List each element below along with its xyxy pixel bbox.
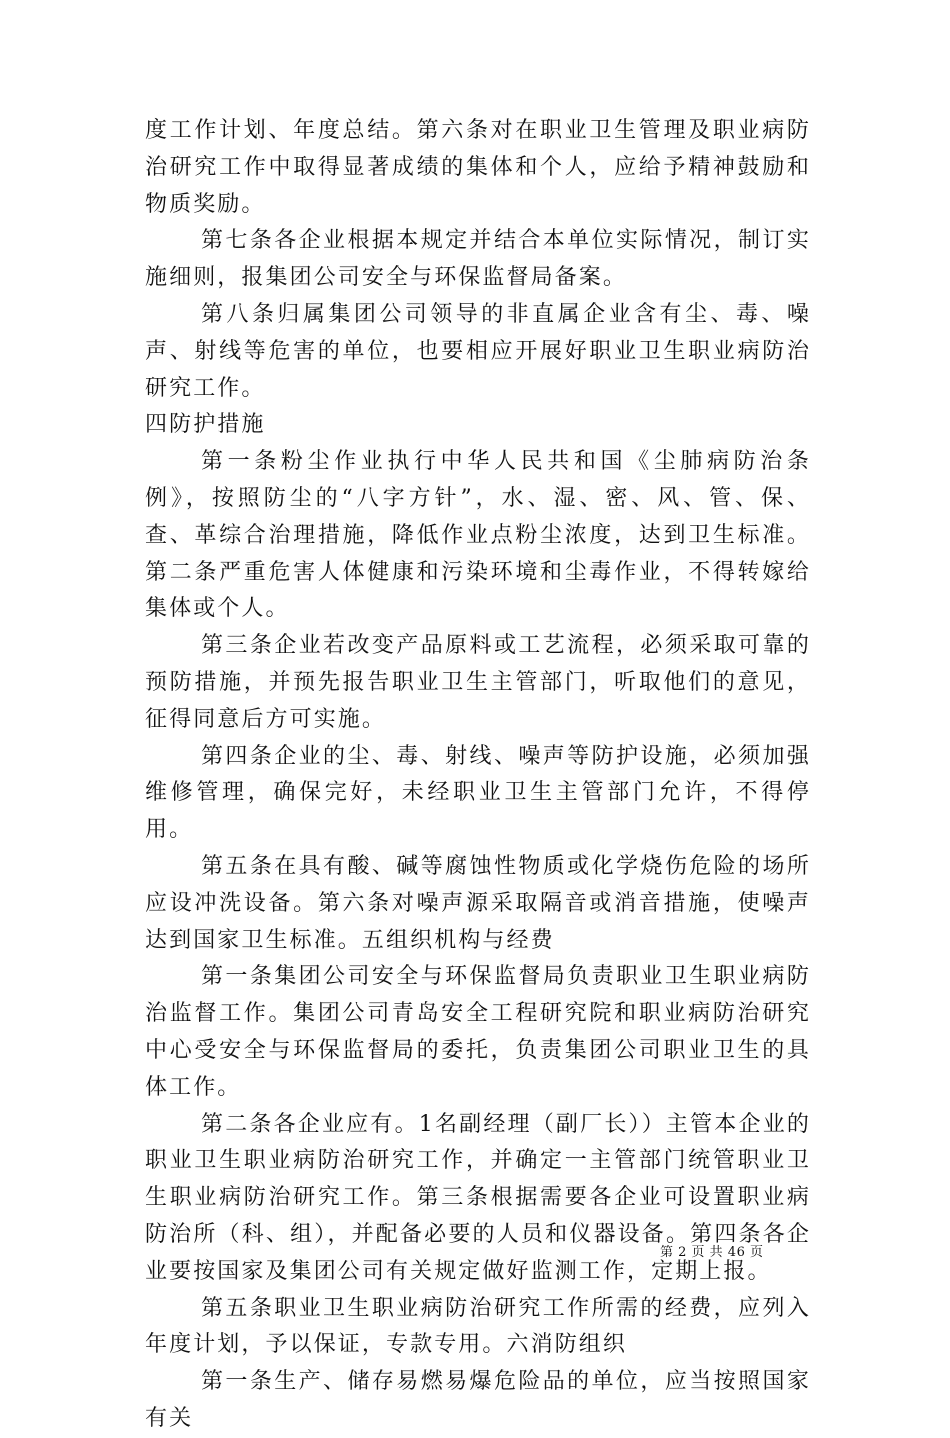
paragraph-12: 第一条生产、储存易燃易爆危险品的单位，应当按照国家有关 xyxy=(145,1369,811,1431)
paragraph-9: 第一条集团公司安全与环保监督局负责职业卫生职业病防治监督工作。集团公司青岛安全工程研究院和职业病防治研究中心受安全与环保监督局的委托，负责集团公司职业卫生的具体工作。 xyxy=(145,964,811,1100)
paragraph-1: 度工作计划、年度总结。第六条对在职业卫生管理及职业病防治研究工作中取得显著成绩的集体和个人，应给予精神鼓励和物质奖励。 xyxy=(145,118,811,217)
section-heading-4: 四防护措施 xyxy=(145,412,266,438)
document-body xyxy=(145,113,811,1438)
paragraph-6: 第三条企业若改变产品原料或工艺流程，必须采取可靠的预防措施，并预先报告职业卫生主管部门，听取他们的意见，征得同意后方可实施。 xyxy=(145,633,811,732)
paragraph-2: 第七条各企业根据本规定并结合本单位实际情况，制订实施细则，报集团公司安全与环保监督局备案。 xyxy=(145,228,811,291)
paragraph-10: 第二条各企业应有。1名副经理（副厂长））主管本企业的职业卫生职业病防治研究工作，并确定一主管部门统管职业卫生职业病防治研究工作。第三条根据需要各企业可设置职业病防治所（科、组），并配备必要的人员和仪器设备。第四条各企业要按国家及集团公司有关规定做好监测工作，定期上报。 xyxy=(145,1111,811,1284)
paragraph-8: 第五条在具有酸、碱等腐蚀性物质或化学烧伤危险的场所应设冲洗设备。第六条对噪声源采取隔音或消音措施，使噪声达到国家卫生标准。五组织机构与经费 xyxy=(145,853,811,953)
paragraph-11: 第五条职业卫生职业病防治研究工作所需的经费，应列入年度计划，予以保证，专款专用。六消防组织 xyxy=(145,1295,811,1358)
paragraph-5: 第一条粉尘作业执行中华人民共和国《尘肺病防治条例》，按照防尘的“八字方针”，水、湿、密、风、管、保、查、革综合治理措施，降低作业点粉尘浓度，达到卫生标准。第二条严重危害人体健康和污染环境和尘毒作业，不得转嫁给集体或个人。 xyxy=(145,449,811,622)
page-number-footer: 第 2 页 共 46 页 xyxy=(660,1245,764,1260)
paragraph-7: 第四条企业的尘、毒、射线、噪声等防护设施，必须加强维修管理，确保完好，未经职业卫生主管部门允许，不得停用。 xyxy=(145,743,811,843)
paragraph-3: 第八条归属集团公司领导的非直属企业含有尘、毒、噪声、射线等危害的单位，也要相应开展好职业卫生职业病防治研究工作。 xyxy=(145,301,811,401)
